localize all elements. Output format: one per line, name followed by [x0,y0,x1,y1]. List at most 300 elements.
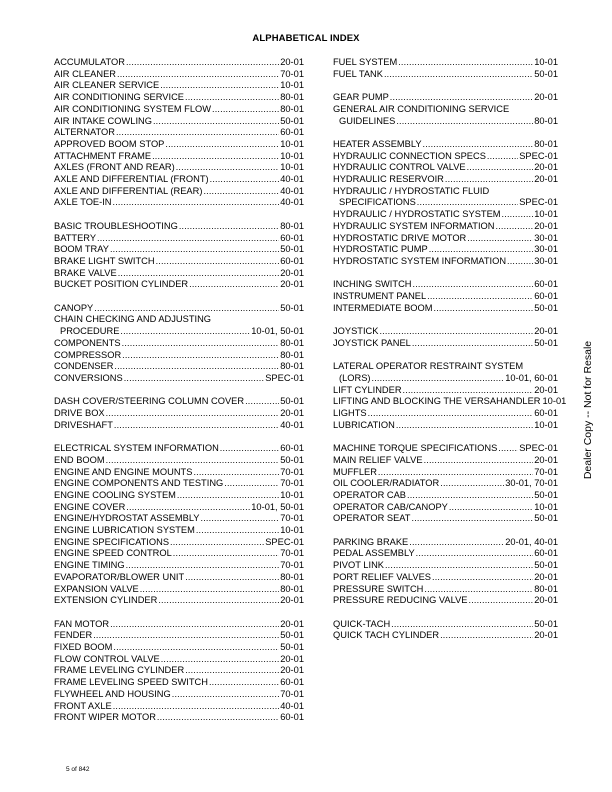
index-entry [54,490,304,502]
dot-leader [440,630,533,642]
entry-page-ref: 20-01 [534,384,558,395]
entry-page-ref: 20-01 [534,595,558,606]
dot-leader [384,69,533,81]
entry-label: FAN MOTOR [54,618,110,629]
index-entry [54,350,304,362]
entry-label: INCHING SWITCH [333,279,412,290]
dot-leader [165,139,279,151]
index-entry [333,221,558,233]
index-entry [333,584,558,596]
entry-label: ENGINE COMPONENTS AND TESTING [54,478,224,489]
entry-page-ref: SPEC-01 [519,197,558,208]
entry-label: QUICK TACH CYLINDER [333,630,440,641]
entry-label: FUEL TANK [333,68,383,79]
index-entry [54,572,304,584]
dot-leader [113,701,280,713]
entry-page-ref: 80-01 [280,337,304,348]
entry-label: DRIVE BOX [54,408,105,419]
entry-label: AXLES (FRONT AND REAR) [54,162,175,173]
entry-page-ref: 50-01 [534,489,558,500]
dot-leader [412,513,534,525]
entry-page-ref: 50-01 [534,302,558,313]
index-entry [333,619,558,631]
index-entry [333,408,558,420]
index-entry [54,162,304,174]
dot-leader [176,162,280,174]
index-entry [54,677,304,689]
index-entry [54,233,304,245]
index-entry [54,548,304,560]
dot-leader [498,443,518,455]
dot-leader [157,712,279,724]
entry-page-ref: 30-01 [534,244,558,255]
dot-leader [93,630,279,642]
index-entry [54,186,304,198]
entry-label: GEAR PUMP [333,92,389,103]
entry-page-ref: 20-01 [280,267,304,278]
index-entry [54,665,304,677]
index-entry [54,619,304,631]
dot-leader [378,467,533,479]
index-entry: CHAIN CHECKING AND ADJUSTING [54,314,212,325]
dot-leader [424,584,533,596]
dot-leader [153,116,279,128]
entry-page-ref: 40-01 [280,197,304,208]
entry-label: AIR CLEANER SERVICE [54,80,160,91]
entry-label: DASH COVER/STEERING COLUMN COVER [54,396,245,407]
dot-leader [413,279,534,291]
dot-leader [424,455,534,467]
entry-page-ref: 40-01 [280,174,304,185]
entry-page-ref: 80-01 [280,583,304,594]
entry-page-ref: 70-01 [280,688,304,699]
entry-page-ref: 20-01 [534,162,558,173]
dot-leader [158,595,279,607]
index-entry [54,80,304,92]
entry-label: HYDRAULIC RESERVOIR [333,174,444,184]
entry-label: FRAME LEVELING CYLINDER [54,665,185,676]
dot-leader [117,69,279,81]
entry-page-ref: 70-01 [280,548,304,559]
entry-label: ATTACHMENT FRAME [54,150,152,161]
entry-label: PROCEDURE [60,326,120,337]
dot-leader [94,303,279,315]
entry-page-ref: 40-01 [280,700,304,711]
entry-label: COMPRESSOR [54,349,122,360]
index-entry [54,279,304,291]
entry-page-ref: 50-01 [280,302,304,313]
entry-page-ref: 60-01 [280,677,304,688]
dot-leader [368,408,534,420]
dot-leader [193,467,279,479]
index-entry [54,151,304,163]
index-entry [333,92,558,104]
section-gap [54,607,304,619]
index-entry [333,303,558,315]
entry-page-ref: 10-01 [542,396,567,407]
index-entry [333,116,558,128]
index-entry [333,279,558,291]
entry-label: ENGINE TIMING [54,560,125,571]
dot-leader [122,350,279,362]
dot-leader [106,455,280,467]
index-entry [333,233,558,245]
dot-leader [212,104,279,116]
entry-page-ref: 50-01 [534,337,558,348]
dot-leader [122,338,280,350]
entry-label: PARKING BRAKE [333,536,409,547]
dot-leader [487,151,518,163]
index-entry [333,502,558,514]
dot-leader [126,560,280,572]
index-entry [333,455,558,467]
section-gap [333,314,558,326]
entry-page-ref: 20-01 [280,279,304,290]
index-entry [333,69,558,81]
dot-leader [140,584,279,596]
entry-page-ref: 10-01 [280,150,304,161]
page-title: ALPHABETICAL INDEX [252,33,360,44]
dot-leader [160,80,279,92]
entry-label: FRONT WIPER MOTOR [54,712,156,723]
dot-leader [161,654,279,666]
index-entry [333,560,558,572]
entry-label: JOYSTICK [333,326,379,337]
section-gap [333,127,558,139]
dot-leader [116,127,279,139]
index-entry [333,338,558,350]
index-entry [54,268,304,280]
index-entry [54,420,304,432]
dot-leader [124,373,265,385]
entry-label: FRAME LEVELING SPEED SWITCH [54,677,208,688]
entry-label: HYDROSTATIC DRIVE MOTOR [333,232,467,243]
dot-leader [173,548,279,560]
dot-leader [385,560,533,572]
entry-label: OPERATOR CAB [333,489,407,500]
index-entry [333,630,558,642]
dot-leader [118,268,280,280]
entry-label: ENGINE/HYDROSTAT ASSEMBLY [54,513,200,524]
dot-leader [449,502,533,514]
entry-page-ref: 70-01 [280,466,304,477]
entry-page-ref: 10-01 [280,489,304,500]
dot-leader [432,572,533,584]
dot-leader [97,233,279,245]
entry-page-ref: 20-01 [280,408,304,419]
entry-page-ref: 70-01 [280,478,304,489]
entry-page-ref: 20-01 [534,220,558,231]
entry-label: AXLE AND DIFFERENTIAL (FRONT) [54,174,209,185]
page-number: 5 of 842 [66,766,90,773]
index-entry [54,197,304,209]
dot-leader [403,385,534,397]
index-entry [333,151,558,163]
dot-leader [440,478,504,490]
dot-leader [434,303,534,315]
index-entry [54,92,304,104]
entry-page-ref: 70-01 [280,560,304,571]
index-entry [54,712,304,724]
index-entry [333,420,558,432]
entry-page-ref: 40-01 [280,419,304,430]
index-entry [54,467,304,479]
dot-leader [391,619,533,631]
entry-label: EVAPORATOR/BLOWER UNIT [54,571,185,582]
entry-label: PRESSURE SWITCH [333,583,424,594]
dot-leader [467,162,534,174]
entry-label: PIVOT LINK [333,560,384,571]
entry-page-ref: 80-01 [534,583,558,594]
dot-leader [110,244,279,256]
section-gap [333,350,558,362]
dot-leader [416,548,534,560]
index-entry [54,642,304,654]
dot-leader [396,116,533,128]
section-gap [333,268,558,280]
entry-label: ENGINE LUBRICATION SYSTEM [54,525,195,536]
entry-page-ref: 20-01 [534,630,558,641]
index-column-left [54,57,304,724]
dot-leader [507,256,533,268]
entry-page-ref: 20-01 [280,57,304,67]
entry-page-ref: 60-01 [280,232,304,243]
index-entry [333,326,558,338]
entry-page-ref: 70-01 [534,466,558,477]
dot-leader [185,92,279,104]
entry-page-ref: 80-01 [280,220,304,231]
entry-label: JOYSTICK PANEL [333,337,411,348]
entry-page-ref: 60-01 [280,127,304,138]
entry-page-ref: 10-01, 50-01 [251,326,304,337]
entry-label: ELECTRICAL SYSTEM INFORMATION [54,443,219,454]
entry-page-ref: 20-01 [280,665,304,676]
entry-label: HEATER ASSEMBLY [333,138,422,149]
index-entry [54,630,304,642]
entry-label: FLOW CONTROL VALVE [54,653,160,664]
index-entry: HYDRAULIC / HYDROSTATIC FLUID [333,185,490,196]
entry-label: CONDENSER [54,361,114,372]
index-entry [54,116,304,128]
entry-label: PORT RELIEF VALVES [333,571,431,582]
entry-page-ref: 10-01 [280,138,304,149]
entry-label: LIFTING AND BLOCKING THE VERSAHANDLER [333,396,541,407]
entry-label: (LORS) [339,372,371,383]
entry-page-ref: 10-01, 60-01 [505,372,558,383]
entry-label: BASIC TROUBLESHOOTING [54,220,178,231]
section-gap [54,431,304,443]
dot-leader [177,490,279,502]
dot-leader [185,572,279,584]
entry-label: FRONT AXLE [54,700,112,711]
entry-page-ref: 30-01 [534,255,558,266]
index-entry [333,291,558,303]
dot-leader [106,408,280,420]
dot-leader [412,338,533,350]
entry-label: FLYWHEEL AND HOUSING [54,688,171,699]
entry-label: QUICK-TACH [333,618,391,629]
index-entry [54,701,304,713]
dot-leader [189,279,279,291]
dot-leader [120,326,250,338]
entry-page-ref: 10-01 [534,57,558,67]
entry-page-ref: 50-01 [534,513,558,524]
index-entry [54,502,304,514]
entry-label: ENGINE COOLING SYSTEM [54,489,176,500]
entry-page-ref: 50-01 [280,642,304,653]
entry-label: EXPANSION VALVE [54,583,139,594]
dot-leader [170,537,264,549]
section-gap [333,607,558,619]
entry-label: BATTERY [54,232,97,243]
dot-leader [126,502,250,514]
entry-page-ref: 80-01 [280,103,304,114]
entry-page-ref: 50-01 [534,618,558,629]
dot-leader [156,256,280,268]
dot-leader [396,420,533,432]
entry-page-ref: 60-01 [280,443,304,454]
index-entry [54,303,304,315]
entry-label: APPROVED BOOM STOP [54,138,165,149]
entry-page-ref: SPEC-01 [265,536,304,547]
entry-page-ref: SPEC-01 [265,372,304,383]
entry-label: INSTRUMENT PANEL [333,291,427,302]
entry-page-ref: 60-01 [280,255,304,266]
entry-page-ref: 80-01 [280,361,304,372]
index-entry [333,209,558,221]
dot-leader [398,57,533,69]
index-entry [54,326,304,338]
index-entry [54,127,304,139]
entry-page-ref: 50-01 [280,454,304,465]
entry-label: BUCKET POSITION CYLINDER [54,279,189,290]
entry-page-ref: 50-01 [280,396,304,407]
index-entry [54,654,304,666]
index-entry [54,396,304,408]
entry-page-ref: 10-01 [280,525,304,536]
section-gap [54,385,304,397]
entry-label: AXLE AND DIFFERENTIAL (REAR) [54,185,203,196]
index-entry [54,443,304,455]
entry-page-ref: 70-01 [280,68,304,79]
index-entry [54,689,304,701]
index-entry [333,467,558,479]
entry-label: HYDRAULIC / HYDROSTATIC SYSTEM [333,209,501,220]
entry-label: LUBRICATION [333,419,395,430]
index-entry [54,174,304,186]
section-gap [333,525,558,537]
entry-page-ref: 60-01 [534,291,558,302]
dot-leader [423,139,534,151]
dot-leader [379,326,533,338]
entry-label: HYDROSTATIC PUMP [333,244,428,255]
index-entry [333,513,558,525]
entry-page-ref: 50-01 [280,630,304,641]
entry-label: FUEL SYSTEM [333,57,398,67]
entry-label: PEDAL ASSEMBLY [333,548,415,559]
index-entry [333,443,558,455]
dot-leader [429,244,534,256]
entry-label: AIR CLEANER [54,68,116,79]
entry-label: FIXED BOOM [54,642,113,653]
dot-leader [224,478,279,490]
index-entry [54,139,304,151]
entry-label: EXTENSION CYLINDER [54,595,158,606]
dot-leader [179,221,279,233]
dot-leader [113,197,280,209]
dot-leader [467,233,533,245]
entry-page-ref: 50-01 [280,244,304,255]
entry-page-ref: SPEC-01 [519,150,558,161]
dot-leader [245,396,279,408]
dot-leader [110,619,279,631]
index-entry: LATERAL OPERATOR RESTRAINT SYSTEM [333,361,524,372]
dot-leader [185,665,279,677]
entry-label: ENGINE SPEED CONTROL [54,548,172,559]
index-entry [54,478,304,490]
index-entry [333,244,558,256]
index-entry [333,478,558,490]
dot-leader [502,209,534,221]
entry-label: HYDROSTATIC SYSTEM INFORMATION [333,255,507,266]
entry-label: GUIDELINES [339,115,396,126]
index-entry [54,221,304,233]
index-entry [54,69,304,81]
index-entry [54,244,304,256]
index-entry [54,361,304,373]
index-entry [333,57,558,69]
index-entry [333,572,558,584]
entry-label: END BOOM [54,454,105,465]
index-entry [54,537,304,549]
section-gap [54,209,304,221]
entry-page-ref: 50-01 [280,115,304,126]
entry-page-ref: 60-01 [280,712,304,723]
dot-leader [427,291,533,303]
entry-page-ref: 60-01 [534,279,558,290]
entry-label: BRAKE LIGHT SWITCH [54,255,155,266]
index-entry [333,139,558,151]
dot-leader [126,57,279,69]
index-entry [54,513,304,525]
entry-page-ref: SPEC-01 [519,443,558,454]
entry-page-ref: 80-01 [280,571,304,582]
entry-page-ref: 80-01 [534,115,558,126]
index-entry [333,548,558,560]
dot-leader [113,642,279,654]
entry-label: AIR CONDITIONING SERVICE [54,92,185,103]
dot-leader [417,197,518,209]
entry-page-ref: 60-01 [534,548,558,559]
entry-label: HYDRAULIC CONNECTION SPECS [333,150,486,161]
entry-page-ref: 10-01 [534,209,558,220]
dot-leader [114,420,279,432]
section-gap [54,291,304,303]
entry-page-ref: 20-01 [280,595,304,606]
entry-label: ALTERNATOR [54,127,115,138]
index-entry [333,396,567,408]
index-entry [333,174,558,186]
dot-leader [209,677,279,689]
index-entry [333,373,558,385]
entry-page-ref: 30-01, 70-01 [505,478,558,489]
entry-page-ref: 80-01 [534,138,558,149]
dot-leader [445,174,533,186]
entry-label: ACCUMULATOR [54,57,125,67]
entry-label: AIR INTAKE COWLING [54,115,152,126]
entry-label: FENDER [54,630,93,641]
entry-page-ref: 80-01 [280,92,304,103]
